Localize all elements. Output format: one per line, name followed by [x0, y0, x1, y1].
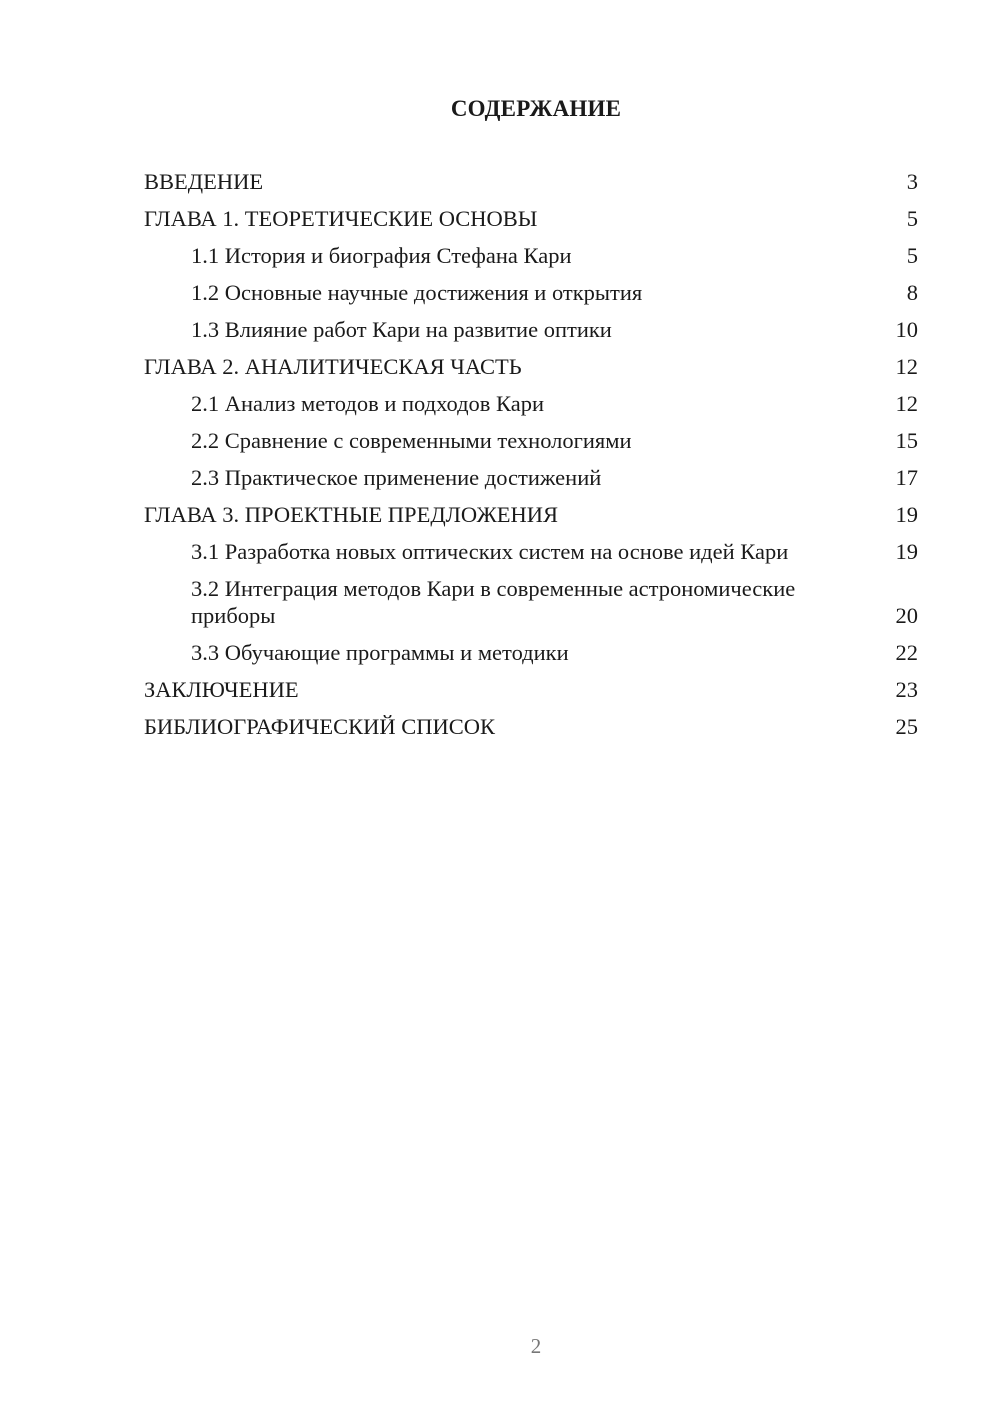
- toc-entry-section-1-1[interactable]: [144, 242, 918, 269]
- toc-entry-section-1-3[interactable]: [144, 316, 918, 343]
- toc-title: СОДЕРЖАНИЕ: [450, 96, 622, 121]
- toc-entry-conclusion[interactable]: [144, 676, 918, 703]
- toc-entry-section-3-1[interactable]: [144, 538, 918, 565]
- toc-entry-chapter-2[interactable]: [144, 353, 918, 380]
- toc-entry-page: 15: [895, 428, 918, 453]
- toc-entry-page: 5: [906, 206, 918, 231]
- toc-entry-text: ГЛАВА 2. АНАЛИТИЧЕСКАЯ ЧАСТЬ: [144, 354, 522, 379]
- toc-entry-page: 17: [895, 465, 918, 490]
- toc-entry-text: ГЛАВА 3. ПРОЕКТНЫЕ ПРЕДЛОЖЕНИЯ: [144, 502, 559, 527]
- toc-entry-chapter-3[interactable]: [144, 501, 918, 528]
- toc-entry-section-3-3[interactable]: [144, 639, 918, 666]
- toc-entry-text: 2.3 Практическое применение достижений: [191, 465, 602, 490]
- toc-entry-text: ГЛАВА 1. ТЕОРЕТИЧЕСКИЕ ОСНОВЫ: [144, 206, 538, 231]
- toc-entry-page: 19: [895, 539, 918, 564]
- toc-entry-section-1-2[interactable]: [144, 279, 918, 306]
- toc-entry-page: 8: [906, 280, 918, 305]
- toc-entry-text: 2.1 Анализ методов и подходов Кари: [191, 391, 545, 416]
- toc-entry-text: 1.1 История и биография Стефана Кари: [191, 243, 572, 268]
- toc-entry-introduction[interactable]: [144, 168, 918, 195]
- toc-entry-section-2-2[interactable]: [144, 427, 918, 454]
- toc-entry-page: 25: [895, 714, 918, 739]
- toc-entry-text: 3.3 Обучающие программы и методики: [191, 640, 569, 665]
- toc-entry-page: 3: [906, 169, 918, 194]
- toc-entry-page: 20: [895, 603, 918, 628]
- toc-entry-text: 3.2 Интеграция методов Кари в современные астрономические приборы: [191, 576, 796, 628]
- toc-entry-page: 12: [895, 391, 918, 416]
- toc-entry-page: 22: [895, 640, 918, 665]
- toc-entry-text: ВВЕДЕНИЕ: [144, 169, 264, 194]
- toc-entry-section-2-1[interactable]: [144, 390, 918, 417]
- toc-entry-page: 19: [895, 502, 918, 527]
- toc-entry-section-3-2[interactable]: [144, 575, 918, 629]
- toc-entry-section-2-3[interactable]: [144, 464, 918, 491]
- toc-entry-page: 5: [906, 243, 918, 268]
- table-of-contents: [144, 168, 918, 750]
- toc-entry-page: 12: [895, 354, 918, 379]
- toc-entry-text: 3.1 Разработка новых оптических систем на основе идей Кари: [191, 539, 789, 564]
- toc-entry-bibliography[interactable]: [144, 713, 918, 740]
- toc-entry-text: ЗАКЛЮЧЕНИЕ: [144, 677, 299, 702]
- page-number: 2: [530, 1334, 542, 1358]
- toc-entry-text: 1.3 Влияние работ Кари на развитие оптики: [191, 317, 612, 342]
- toc-entry-text: БИБЛИОГРАФИЧЕСКИЙ СПИСОК: [144, 714, 496, 739]
- toc-entry-page: 23: [895, 677, 918, 702]
- toc-entry-chapter-1[interactable]: [144, 205, 918, 232]
- toc-entry-text: 1.2 Основные научные достижения и открытия: [191, 280, 643, 305]
- toc-entry-page: 10: [895, 317, 918, 342]
- toc-entry-text: 2.2 Сравнение с современными технологиями: [191, 428, 632, 453]
